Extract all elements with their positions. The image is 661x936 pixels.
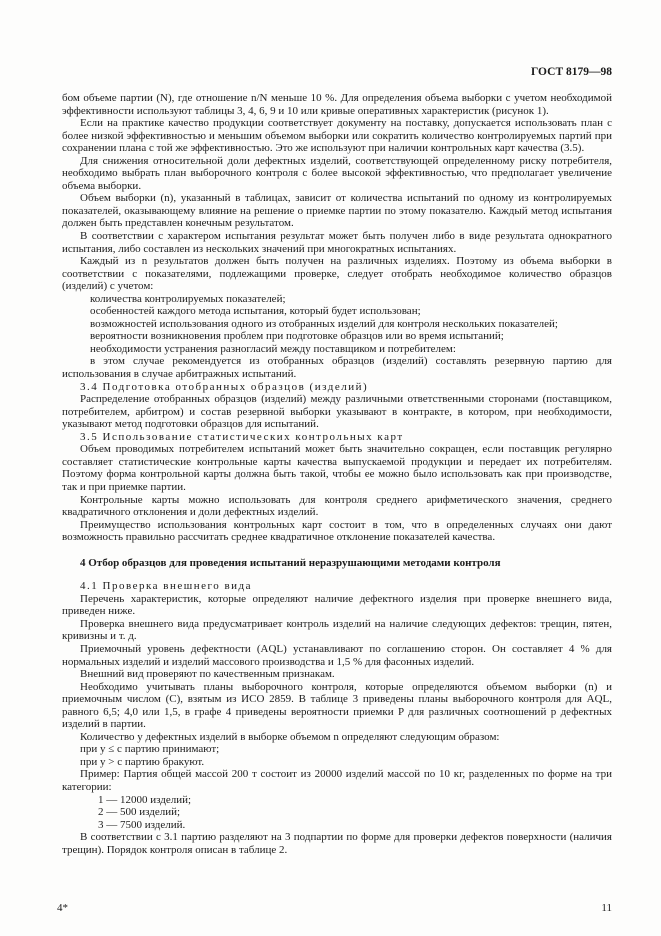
heading-4-1: 4.1 Проверка внешнего вида: [80, 580, 253, 593]
paragraph: Контрольные карты можно использовать для контроля среднего арифметического значения, среднего квадратичного отклонения и доли дефектных изделий.: [62, 493, 612, 519]
paragraph: Распределение отобранных образцов (изделий) между различными ответственными сторонами (поставщиком, потребителем, арбитром) и состав резервной выборки указывают в контракте, в котором, при необходимости, указывают метод подготовки образцов для испытаний.: [62, 393, 612, 431]
paragraph: В соответствии с 3.1 партию разделяют на 3 подпартии по форме для проверки дефектов поверхности (наличия трещин). Порядок контроля описан в таблице 2.: [62, 831, 612, 856]
list-item: необходимости устранения разногласий между поставщиком и потребителем:: [90, 342, 456, 355]
paragraph: Внешний вид проверяют по качественным признакам.: [80, 668, 335, 681]
paragraph: Приемочный уровень дефектности (AQL) устанавливают по соглашению сторон. Он составляет 4 % для нормальных изделий и изделий массового производства и 1,5 % для фасонных изделий.: [62, 642, 612, 668]
page-number: 11: [601, 902, 612, 914]
paragraph: бом объеме партии (N), где отношение n/N меньше 10 %. Для определения объема выборки с учетом необходимой эффективности используют таблицы 3, 4, 6, 9 и 10 или кривые оперативных характеристик (рисунок 1).: [62, 92, 612, 117]
paragraph: В соответствии с характером испытания результат может быть получен либо в виде результата однократного испытания, либо составлен из нескольких значений при многократных испытаниях.: [62, 230, 612, 255]
paragraph: Пример: Партия общей массой 200 т состоит из 20000 изделий массой по 10 кг, разделенных по форме на три категории:: [62, 768, 612, 793]
document-body: [62, 92, 612, 856]
list-item: количества контролируемых показателей;: [90, 292, 286, 305]
paragraph: при y > c партию бракуют.: [80, 755, 205, 768]
list-item: в этом случае рекомендуется из отобранных образцов (изделий) составлять резервную партию для использования в случае арбитражных испытаний.: [62, 355, 612, 381]
paragraph: Количество y дефектных изделий в выборке объемом n определяют следующим образом:: [80, 730, 500, 743]
list-item: вероятности возникновения проблем при подготовке образцов или во время испытаний;: [90, 330, 504, 343]
heading-3-5: 3.5 Использование статистических контрольных карт: [80, 430, 404, 443]
paragraph: Для снижения относительной доли дефектных изделий, соответствующей определенному риску потребителя, необходимо выбрать план выборочного контроля с более высокой эффективностью, что предполагает увеличение объема выборки.: [62, 154, 612, 192]
heading-4: 4 Отбор образцов для проведения испытаний неразрушающими методами контроля: [80, 556, 501, 569]
paragraph: при y ≤ c партию принимают;: [80, 743, 220, 756]
document-number: ГОСТ 8179—98: [531, 66, 612, 78]
paragraph: Каждый из n результатов должен быть получен на различных изделиях. Поэтому из объема выборки в соответствии с показателями, подлежащими проверке, следует отобрать необходимое количество образцов (изделий) с учетом:: [62, 255, 612, 293]
paragraph: Преимущество использования контрольных карт состоит в том, что в определенных случаях они дают возможность правильно рассчитать среднее квадратичное отклонение показателей качества.: [62, 518, 612, 544]
list-item: возможностей использования одного из отобранных изделий для контроля нескольких показателей;: [90, 317, 558, 330]
paragraph: Если на практике качество продукции соответствует документу на поставку, допускается использовать план с более низкой эффективностью и меньшим объемом выборки или сократить количество контролируемых партий при сохранении плана с той же эффективностью. Это же используют при наличии контрольных карт качества (3.5).: [62, 117, 612, 155]
paragraph: Перечень характеристик, которые определяют наличие дефектного изделия при проверке внешнего вида, приведен ниже.: [62, 592, 612, 618]
example-item: 2 — 500 изделий;: [98, 806, 181, 819]
list-item: особенностей каждого метода испытания, который будет использован;: [90, 305, 421, 318]
paragraph: Объем проводимых потребителем испытаний может быть значительно сокращен, если поставщик регулярно составляет статистические контрольные карты качества выпускаемой продукции и передает их потребителям. Поэтому форма контрольной карты должна быть такой, чтобы ее можно было использовать как при производстве, так и при приемке партии.: [62, 443, 612, 493]
signature-mark: 4*: [57, 902, 68, 914]
heading-3-4: 3.4 Подготовка отобранных образцов (изделий): [80, 380, 369, 393]
example-item: 3 — 7500 изделий.: [98, 818, 186, 831]
paragraph: Проверка внешнего вида предусматривает контроль изделий на наличие следующих дефектов: трещин, пятен, кривизны и т. д.: [62, 617, 612, 643]
paragraph: Необходимо учитывать планы выборочного контроля, которые определяются объемом выборки (n) и приемочным числом (C), взятым из ИСО 2859. В таблице 3 приведены планы выборочного контроля для AQL, равного 6,5; 4,0 или 1,5, в графе 4 приведены вероятности приемки P для различных соотношений p дефектных изделий в партии.: [62, 680, 612, 731]
paragraph: Объем выборки (n), указанный в таблицах, зависит от количества испытаний по одному из контролируемых показателей, оказывающему влияние на решение о приемке партии по этому показателю. Каждый метод испытания должен быть представлен конечным результатом.: [62, 192, 612, 230]
example-item: 1 — 12000 изделий;: [98, 793, 192, 806]
document-footer: [57, 902, 612, 914]
